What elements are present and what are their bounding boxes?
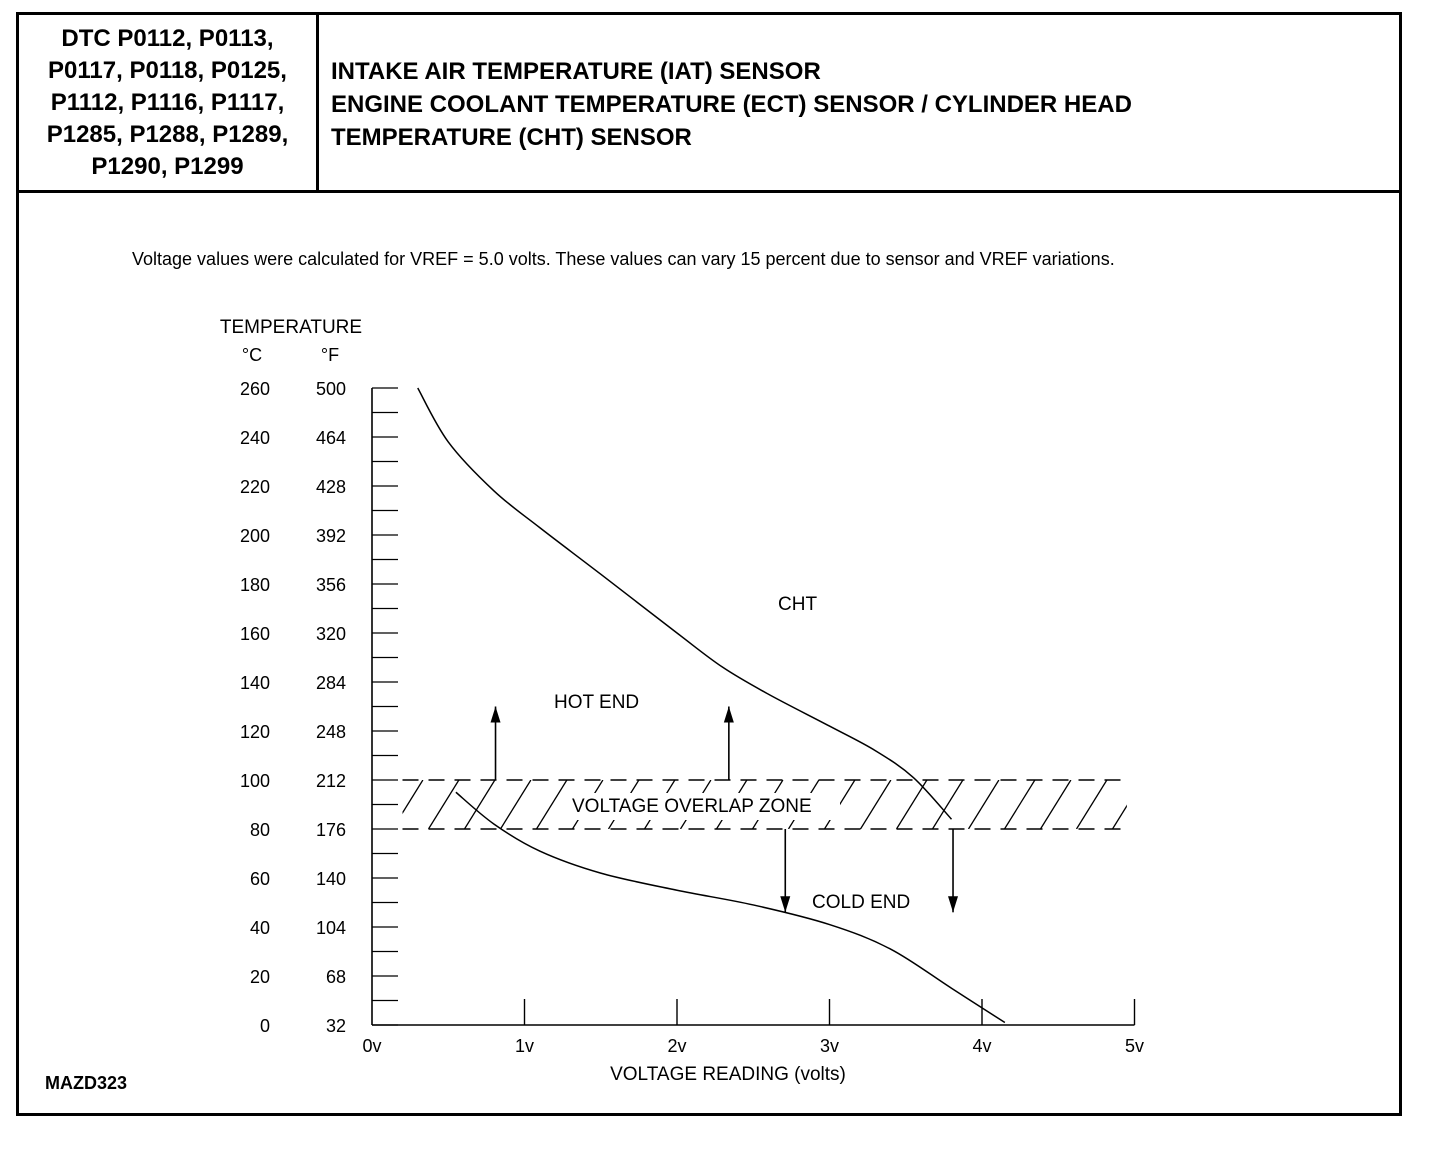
y-tick-label-c: 180 <box>239 575 270 595</box>
hot-end-label: HOT END <box>554 692 640 713</box>
y-tick-label-c: 80 <box>249 820 270 840</box>
y-tick-label-f: 68 <box>325 967 346 987</box>
y-axis-unit-c: °C <box>241 345 263 365</box>
y-tick-label-c: 120 <box>239 722 270 742</box>
y-tick-label-c: 240 <box>239 428 270 448</box>
hatch-line <box>1077 780 1107 829</box>
cold-end-arrow-right-head <box>948 896 958 912</box>
x-tick-label: 3v <box>819 1036 840 1056</box>
hatch-line <box>969 780 999 829</box>
hatch-line <box>1041 780 1071 829</box>
y-tick-label-f: 212 <box>315 771 346 791</box>
y-tick-label-c: 220 <box>239 477 270 497</box>
cht-label: CHT <box>778 594 818 615</box>
cht-curve <box>418 388 952 819</box>
y-tick-label-f: 32 <box>325 1016 346 1036</box>
hatch-line <box>429 780 459 829</box>
y-tick-label-f: 284 <box>315 673 346 693</box>
hatch-line <box>933 780 963 829</box>
cold-end-arrow-left-head <box>780 896 790 912</box>
hatch-line <box>501 780 531 829</box>
page-title: INTAKE AIR TEMPERATURE (IAT) SENSOR ENGINE COOLANT TEMPERATURE (ECT) SENSOR / CYLINDER HEAD TEMPERATURE (CHT) SENSOR <box>331 58 1132 151</box>
y-tick-label-f: 320 <box>315 624 346 644</box>
hot-end-arrow-right-head <box>724 707 734 723</box>
hatch-line <box>1113 780 1143 829</box>
y-tick-label-f: 464 <box>315 428 346 448</box>
y-tick-label-f: 392 <box>315 526 346 546</box>
overlap-zone-label: VOLTAGE OVERLAP ZONE <box>572 796 812 817</box>
x-tick-label: 1v <box>514 1036 535 1056</box>
y-tick-label-c: 140 <box>239 673 270 693</box>
y-tick-label-f: 500 <box>315 379 346 399</box>
hot-end-arrow-left-head <box>491 707 501 723</box>
y-tick-label-c: 260 <box>239 379 270 399</box>
y-axis-unit-f: °F <box>320 345 340 365</box>
x-tick-label: 5v <box>1124 1036 1145 1056</box>
y-tick-label-c: 160 <box>239 624 270 644</box>
y-tick-label-c: 60 <box>249 869 270 889</box>
x-axis-title: VOLTAGE READING (volts) <box>610 1064 846 1085</box>
y-tick-label-c: 20 <box>249 967 270 987</box>
hatch-line <box>1005 780 1035 829</box>
y-tick-label-f: 140 <box>315 869 346 889</box>
y-tick-label-c: 0 <box>259 1016 270 1036</box>
y-tick-label-f: 428 <box>315 477 346 497</box>
y-tick-label-f: 248 <box>315 722 346 742</box>
x-tick-label: 2v <box>667 1036 687 1056</box>
hatch-line <box>537 780 567 829</box>
y-tick-label-f: 356 <box>315 575 346 595</box>
voltage-note: Voltage values were calculated for VREF = 5.0 volts. These values can vary 15 percent due to sensor and VREF variations. <box>132 249 1115 269</box>
y-tick-label-c: 40 <box>249 918 270 938</box>
dtc-codes: DTC P0112, P0113, P0117, P0118, P0125, P1112, P1116, P1117, P1285, P1288, P1289, P1290, P1299 <box>46 24 289 180</box>
y-axis-title: TEMPERATURE <box>219 317 363 338</box>
x-tick-label: 4v <box>972 1036 992 1056</box>
hatch-line <box>861 780 891 829</box>
y-tick-label-c: 100 <box>239 771 270 791</box>
y-tick-label-f: 176 <box>315 820 346 840</box>
y-tick-label-c: 200 <box>239 526 270 546</box>
x-tick-label: 0v <box>362 1036 382 1056</box>
hatch-line <box>1149 780 1179 829</box>
y-tick-label-f: 104 <box>315 918 346 938</box>
cold-end-label: COLD END <box>812 892 911 913</box>
figure-id: MAZD323 <box>45 1073 128 1093</box>
